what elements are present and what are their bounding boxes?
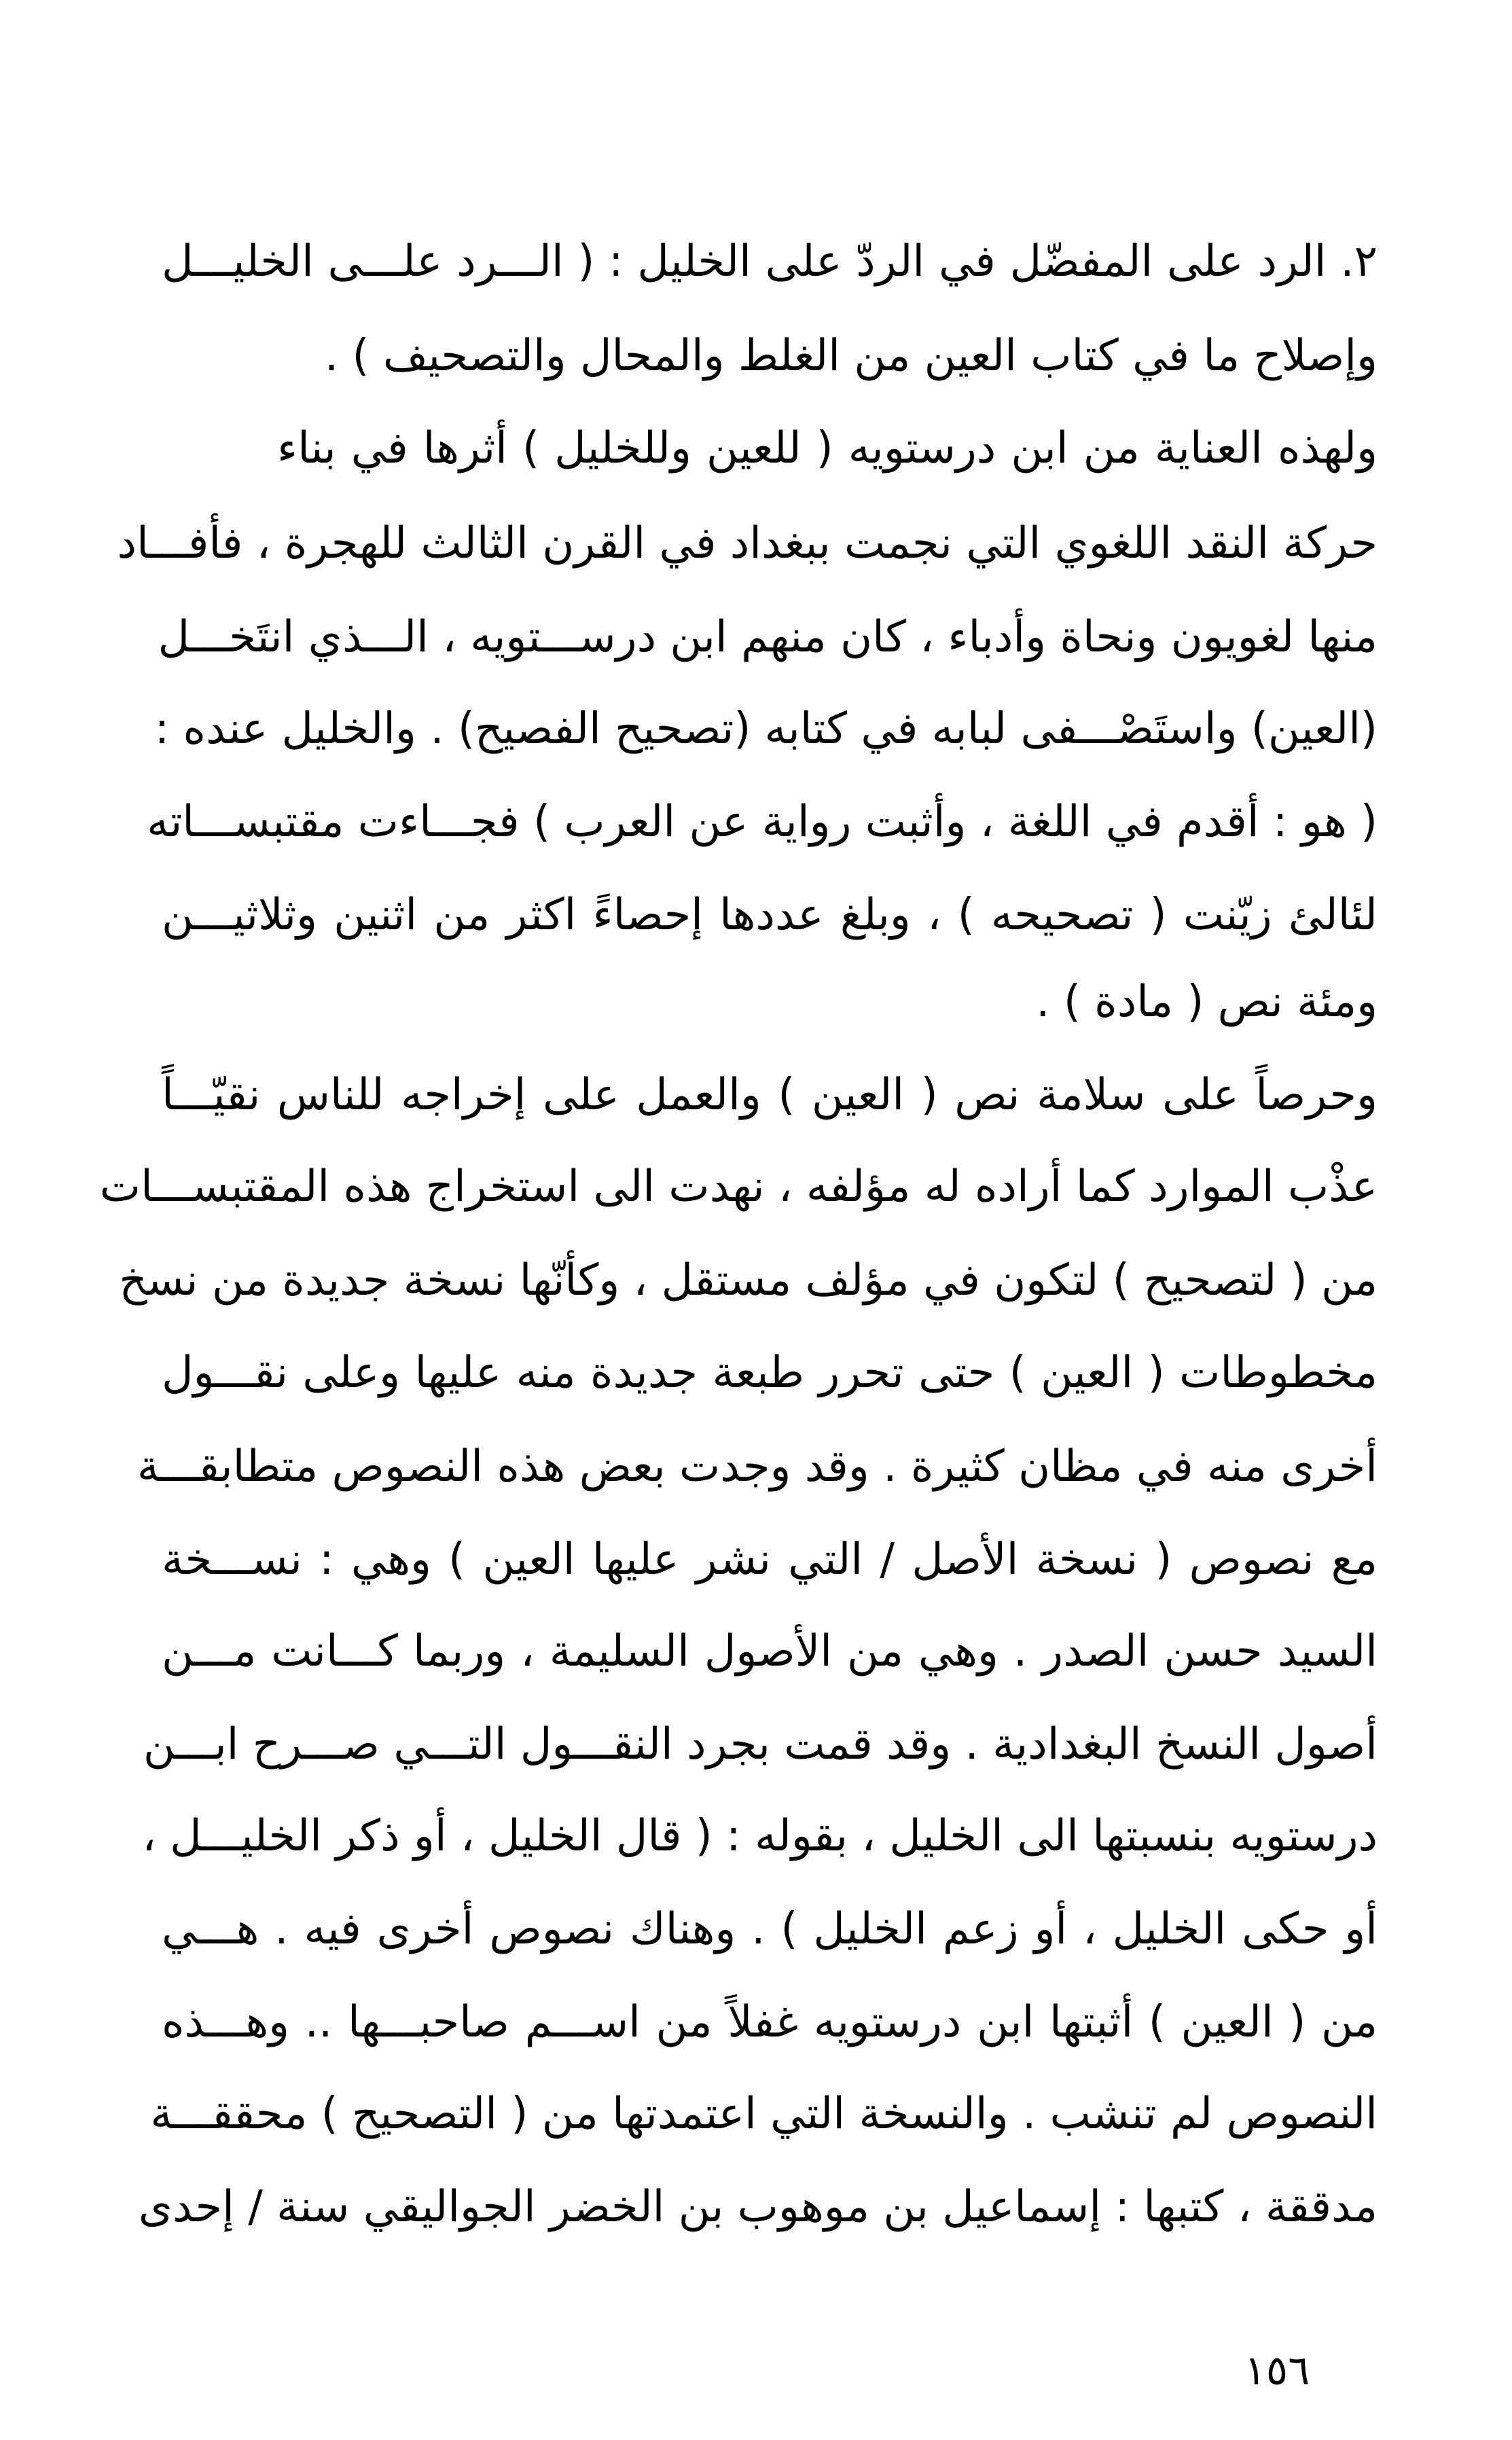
text-line: ( هو : أقدم في اللغة ، وأثبت رواية عن العرب ) فجـــاءت مقتبســـاته [147, 797, 1378, 847]
text-line: عذْب الموارد كما أراده له مؤلفه ، نهدت الى استخراج هذه المقتبســـات [99, 1162, 1378, 1212]
text-line: ومئة نص ( مادة ) . [1036, 977, 1378, 1027]
text-line: من ( العين ) أثبتها ابن درستويه غفلاً من اســـم صاحبـــها .. وهـــذه [162, 1997, 1378, 2047]
text-line: حركة النقد اللغوي التي نجمت ببغداد في القرن الثالث للهجرة ، فأفـــاد [117, 518, 1378, 569]
text-line: وحرصاً على سلامة نص ( العين ) والعمل على إخراجه للناس نقيّـــاً [162, 1070, 1378, 1120]
text-line: لئالئ زيّنت ( تصحيحه ) ، وبلغ عددها إحصاءً اكثر من اثنين وثلاثيـــن [162, 890, 1378, 940]
text-line: منها لغويون ونحاة وأدباء ، كان منهم ابن درســـتويه ، الـــذي انتَخـــل [158, 612, 1378, 662]
text-line: ٢. الرد على المفضّل في الردّ على الخليل : ( الـــرد علـــى الخليـــل [162, 236, 1378, 287]
text-line: النصوص لم تنشب . والنسخة التي اعتمدتها من ( التصحيح ) محققـــة [150, 2089, 1378, 2139]
text-line: السيد حسن الصدر . وهي من الأصول السليمة ، وربما كـــانت مـــن [162, 1626, 1378, 1676]
text-line: مدققة ، كتبها : إسماعيل بن موهوب بن الخضر الجواليقي سنة / إحدى [138, 2182, 1378, 2232]
text-line: من ( لتصحيح ) لتكون في مؤلف مستقل ، وكأنّها نسخة جديدة من نسخ [119, 1255, 1378, 1306]
text-line: ولهذه العناية من ابن درستويه ( للعين وللخليل ) أثرها في بناء [277, 423, 1378, 473]
text-line: أخرى منه في مظان كثيرة . وقد وجدت بعض هذه النصوص متطابقـــة [137, 1441, 1378, 1492]
text-line: (العين) واستَصْـــفى لبابه في كتابه (تصحيح الفصيح) . والخليل عنده : [154, 704, 1378, 754]
text-line: أو حكى الخليل ، أو زعم الخليل ) . وهناك نصوص أخرى فيه . هـــي [162, 1904, 1378, 1954]
text-line: أصول النسخ البغدادية . وقد قمت بجرد النقـــول التـــي صـــرح ابـــن [143, 1719, 1378, 1770]
text-line: مخطوطات ( العين ) حتى تحرر طبعة جديدة منه عليها وعلى نقـــول [162, 1348, 1378, 1398]
text-line: درستويه بنسبتها الى الخليل ، بقوله : ( قال الخليل ، أو ذكر الخليـــل ، [142, 1811, 1378, 1861]
page-number: ١٥٦ [1244, 2347, 1310, 2394]
text-line: وإصلاح ما في كتاب العين من الغلط والمحال والتصحيف ) . [324, 331, 1378, 381]
text-line: مع نصوص ( نسخة الأصل / التي نشر عليها العين ) وهي : نســـخة [162, 1535, 1378, 1585]
